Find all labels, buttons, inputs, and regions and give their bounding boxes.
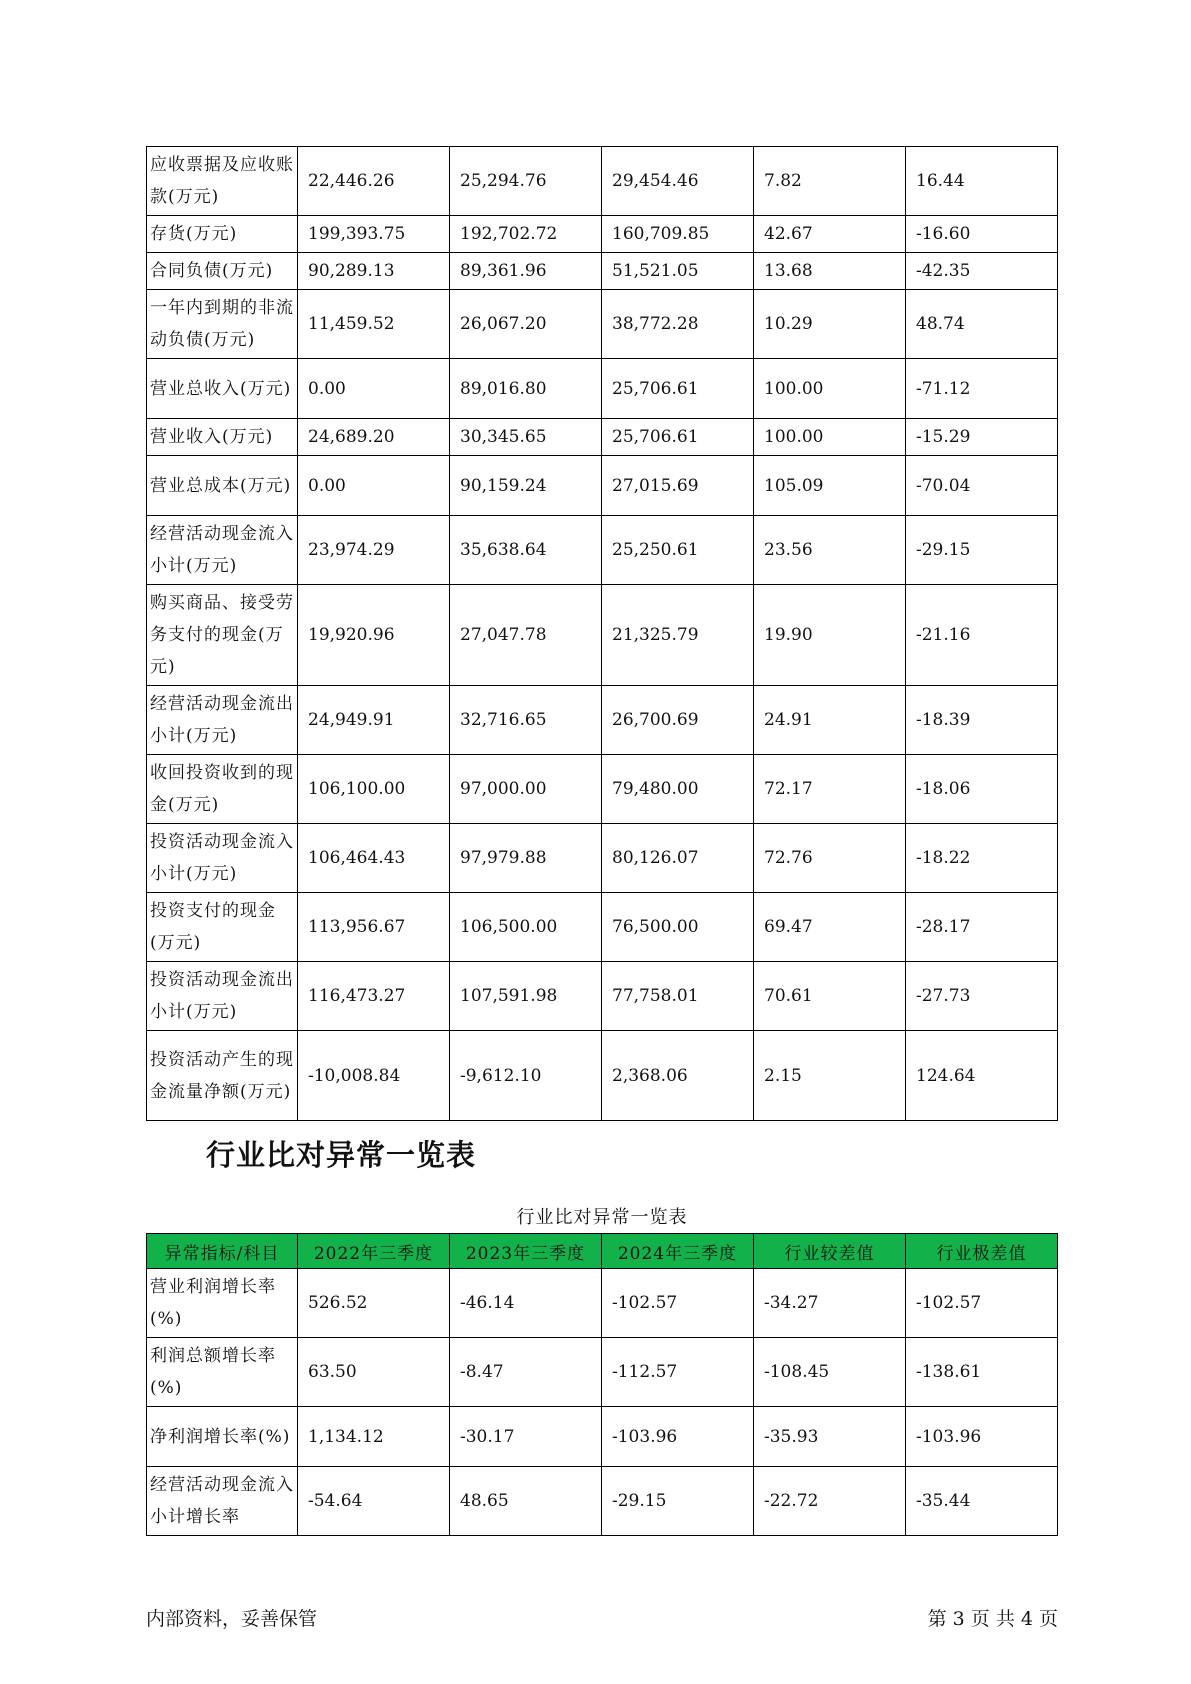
- table-cell: 89,361.96: [450, 253, 602, 290]
- table-cell: -103.96: [602, 1407, 754, 1467]
- table-cell: 526.52: [298, 1269, 450, 1338]
- row-label: 营业收入(万元): [147, 419, 298, 456]
- table-cell: 69.47: [754, 893, 906, 962]
- row-label: 净利润增长率(%): [147, 1407, 298, 1467]
- table-row: [147, 456, 1058, 516]
- table-row: [147, 824, 1058, 893]
- table-cell: 1,134.12: [298, 1407, 450, 1467]
- table-cell: 63.50: [298, 1338, 450, 1407]
- table-cell: 51,521.05: [602, 253, 754, 290]
- row-label: 存货(万元): [147, 216, 298, 253]
- table-cell: 106,500.00: [450, 893, 602, 962]
- row-label: 营业利润增长率(%): [147, 1269, 298, 1338]
- table-cell: 199,393.75: [298, 216, 450, 253]
- table-cell: 10.29: [754, 290, 906, 359]
- table-row: [147, 216, 1058, 253]
- footer-page-number: 第 3 页 共 4 页: [927, 1608, 1058, 1630]
- header-cell: 2022年三季度: [298, 1234, 450, 1269]
- table-row: [147, 755, 1058, 824]
- table-cell: -8.47: [450, 1338, 602, 1407]
- row-label: 营业总成本(万元): [147, 456, 298, 516]
- table-cell: 35,638.64: [450, 516, 602, 585]
- table-cell: -138.61: [906, 1338, 1058, 1407]
- table-cell: -18.22: [906, 824, 1058, 893]
- table-cell: -71.12: [906, 359, 1058, 419]
- table-cell: 76,500.00: [602, 893, 754, 962]
- table-cell: 25,706.61: [602, 359, 754, 419]
- table-row: [147, 1407, 1058, 1467]
- table-cell: 89,016.80: [450, 359, 602, 419]
- table-cell: -18.06: [906, 755, 1058, 824]
- table-cell: -27.73: [906, 962, 1058, 1031]
- table-cell: 90,159.24: [450, 456, 602, 516]
- table-row: [147, 686, 1058, 755]
- table-cell: 21,325.79: [602, 585, 754, 686]
- row-label: 投资活动产生的现金流量净额(万元): [147, 1031, 298, 1121]
- row-label: 投资活动现金流入小计(万元): [147, 824, 298, 893]
- table-cell: 26,700.69: [602, 686, 754, 755]
- table-cell: 79,480.00: [602, 755, 754, 824]
- table-cell: 23.56: [754, 516, 906, 585]
- table-cell: 30,345.65: [450, 419, 602, 456]
- table-cell: 97,979.88: [450, 824, 602, 893]
- table-cell: -18.39: [906, 686, 1058, 755]
- table-cell: 192,702.72: [450, 216, 602, 253]
- row-label: 营业总收入(万元): [147, 359, 298, 419]
- table-cell: -29.15: [906, 516, 1058, 585]
- table-cell: 124.64: [906, 1031, 1058, 1121]
- table-cell: -103.96: [906, 1407, 1058, 1467]
- table-row: [147, 1269, 1058, 1338]
- table-cell: -22.72: [754, 1467, 906, 1536]
- table-cell: -102.57: [602, 1269, 754, 1338]
- table-cell: -21.16: [906, 585, 1058, 686]
- table-cell: 100.00: [754, 359, 906, 419]
- table-cell: -112.57: [602, 1338, 754, 1407]
- table-row: [147, 290, 1058, 359]
- table-cell: 106,100.00: [298, 755, 450, 824]
- table-cell: 13.68: [754, 253, 906, 290]
- row-label: 经营活动现金流入小计(万元): [147, 516, 298, 585]
- header-cell: 行业极差值: [906, 1234, 1058, 1269]
- table-cell: 77,758.01: [602, 962, 754, 1031]
- table-cell: 0.00: [298, 456, 450, 516]
- table-cell: 97,000.00: [450, 755, 602, 824]
- row-label: 利润总额增长率(%): [147, 1338, 298, 1407]
- table-cell: 25,706.61: [602, 419, 754, 456]
- table-cell: 26,067.20: [450, 290, 602, 359]
- table-cell: 72.76: [754, 824, 906, 893]
- table-cell: 48.65: [450, 1467, 602, 1536]
- table-cell: -28.17: [906, 893, 1058, 962]
- table-cell: 25,294.76: [450, 147, 602, 216]
- table-row: [147, 962, 1058, 1031]
- table-cell: -108.45: [754, 1338, 906, 1407]
- table-cell: 0.00: [298, 359, 450, 419]
- table-cell: 19.90: [754, 585, 906, 686]
- row-label: 合同负债(万元): [147, 253, 298, 290]
- table-cell: -9,612.10: [450, 1031, 602, 1121]
- row-label: 投资支付的现金(万元): [147, 893, 298, 962]
- table-cell: 113,956.67: [298, 893, 450, 962]
- table-cell: -15.29: [906, 419, 1058, 456]
- table-header-row: [147, 1234, 1058, 1269]
- table-cell: -10,008.84: [298, 1031, 450, 1121]
- table-cell: -46.14: [450, 1269, 602, 1338]
- financial-data-table: [146, 146, 1058, 1121]
- table-cell: -30.17: [450, 1407, 602, 1467]
- table-cell: -16.60: [906, 216, 1058, 253]
- table-row: [147, 585, 1058, 686]
- footer-confidential-note: 内部资料，妥善保管: [146, 1608, 318, 1630]
- table-cell: 70.61: [754, 962, 906, 1031]
- table-cell: -29.15: [602, 1467, 754, 1536]
- table-cell: 42.67: [754, 216, 906, 253]
- row-label: 投资活动现金流出小计(万元): [147, 962, 298, 1031]
- table-cell: 2,368.06: [602, 1031, 754, 1121]
- table-cell: 100.00: [754, 419, 906, 456]
- row-label: 经营活动现金流出小计(万元): [147, 686, 298, 755]
- table-cell: 27,015.69: [602, 456, 754, 516]
- table-cell: 107,591.98: [450, 962, 602, 1031]
- table-row: [147, 253, 1058, 290]
- table-cell: 24,689.20: [298, 419, 450, 456]
- table-cell: 22,446.26: [298, 147, 450, 216]
- table-cell: 48.74: [906, 290, 1058, 359]
- table-cell: -35.44: [906, 1467, 1058, 1536]
- table-row: [147, 359, 1058, 419]
- table-cell: 7.82: [754, 147, 906, 216]
- table-row: [147, 1031, 1058, 1121]
- row-label: 购买商品、接受劳务支付的现金(万元): [147, 585, 298, 686]
- table-cell: 25,250.61: [602, 516, 754, 585]
- header-cell: 2024年三季度: [602, 1234, 754, 1269]
- table-row: [147, 147, 1058, 216]
- table-cell: 23,974.29: [298, 516, 450, 585]
- row-label: 应收票据及应收账款(万元): [147, 147, 298, 216]
- table-cell: 90,289.13: [298, 253, 450, 290]
- table-cell: 29,454.46: [602, 147, 754, 216]
- table-row: [147, 1467, 1058, 1536]
- table-cell: 16.44: [906, 147, 1058, 216]
- table-cell: 27,047.78: [450, 585, 602, 686]
- table-cell: 32,716.65: [450, 686, 602, 755]
- header-cell: 行业较差值: [754, 1234, 906, 1269]
- table-cell: -102.57: [906, 1269, 1058, 1338]
- table-cell: 72.17: [754, 755, 906, 824]
- table-cell: -35.93: [754, 1407, 906, 1467]
- table-cell: 105.09: [754, 456, 906, 516]
- table-cell: 2.15: [754, 1031, 906, 1121]
- table-caption: 行业比对异常一览表: [516, 1207, 688, 1228]
- table-cell: 11,459.52: [298, 290, 450, 359]
- table-row: [147, 893, 1058, 962]
- table-cell: -54.64: [298, 1467, 450, 1536]
- table-cell: -42.35: [906, 253, 1058, 290]
- section-title: 行业比对异常一览表: [206, 1138, 477, 1172]
- header-cell: 异常指标/科目: [147, 1234, 298, 1269]
- header-cell: 2023年三季度: [450, 1234, 602, 1269]
- table-cell: 106,464.43: [298, 824, 450, 893]
- row-label: 收回投资收到的现金(万元): [147, 755, 298, 824]
- row-label: 经营活动现金流入小计增长率: [147, 1467, 298, 1536]
- table-cell: 116,473.27: [298, 962, 450, 1031]
- table-row: [147, 1338, 1058, 1407]
- table-row: [147, 419, 1058, 456]
- table-cell: -70.04: [906, 456, 1058, 516]
- table-cell: -34.27: [754, 1269, 906, 1338]
- table-row: [147, 516, 1058, 585]
- row-label: 一年内到期的非流动负债(万元): [147, 290, 298, 359]
- table-cell: 38,772.28: [602, 290, 754, 359]
- table-cell: 160,709.85: [602, 216, 754, 253]
- table-cell: 80,126.07: [602, 824, 754, 893]
- table-cell: 24.91: [754, 686, 906, 755]
- table-cell: 24,949.91: [298, 686, 450, 755]
- table-cell: 19,920.96: [298, 585, 450, 686]
- industry-anomaly-table: [146, 1233, 1058, 1536]
